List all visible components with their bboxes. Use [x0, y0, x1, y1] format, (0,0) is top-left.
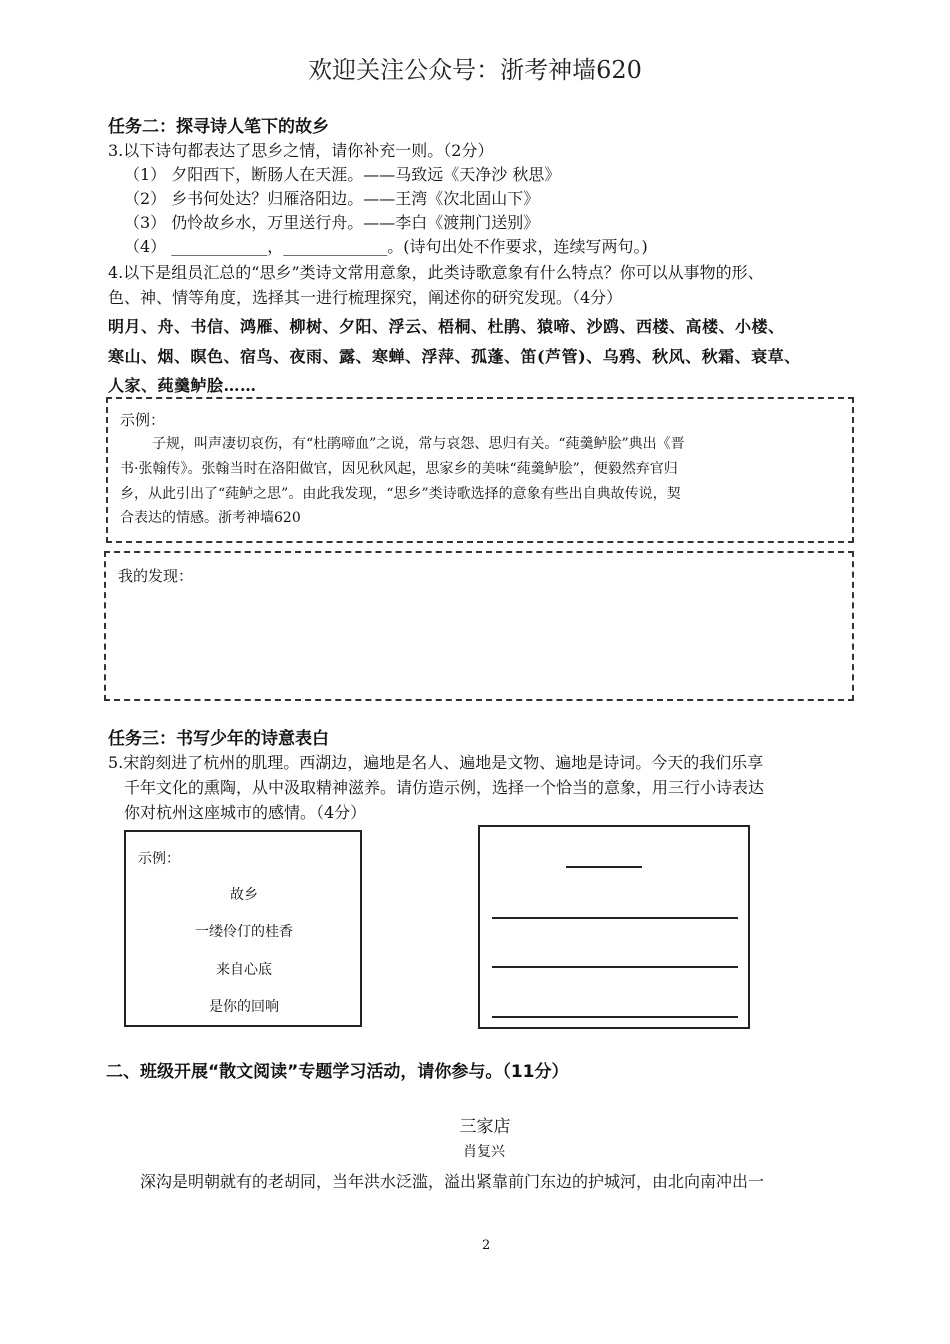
poem-example-label: 示例：: [138, 851, 180, 867]
q3-stem: 3.以下诗句都表达了思乡之情，请你补充一则。（2分）: [108, 141, 494, 160]
example-label: 示例：: [120, 411, 166, 429]
poem-line-3: 是你的回响: [209, 999, 279, 1015]
q4-stem-line2: 色、神、情等角度，选择其一进行梳理探究，阐述你的研究发现。（4分）: [108, 288, 623, 307]
poem-title: 故乡: [230, 887, 258, 903]
essay-first-line: 深沟是明朝就有的老胡同，当年洪水泛滥，溢出紧靠前门东边的护城河，由北向南冲出一: [140, 1172, 765, 1191]
task2-title: 任务二：探寻诗人笔下的故乡: [108, 117, 329, 137]
q3-item-3: （3） 仍怜故乡水，万里送行舟。——李白《渡荆门送别》: [124, 213, 540, 232]
example-line-1: 子规，叫声凄切哀伤，有“杜鹃啼血”之说，常与哀怨、思归有关。“莼羹鲈脍”典出《晋: [152, 436, 685, 452]
task3-title: 任务三：书写少年的诗意表白: [108, 729, 329, 749]
q3-item-4-blank: （4） ____________，_____________。(诗句出处不作要求，连续写两句。): [124, 237, 648, 256]
q4-stem-line1: 4.以下是组员汇总的“思乡”类诗文常用意象，此类诗歌意象有什么特点？你可以从事物的形、: [108, 263, 764, 282]
q5-line-1: 5.宋韵刻进了杭州的肌理。西湖边，遍地是名人、遍地是文物、遍地是诗词。今天的我们乐享: [108, 753, 764, 772]
example-line-3: 乡，从此引出了“莼鲈之思”。由此我发现，“思乡”类诗歌选择的意象有些出自典故传说，契: [120, 486, 681, 502]
poem-example-box: [124, 830, 362, 1027]
poem-answer-line-1[interactable]: [492, 917, 738, 919]
q5-line-3: 你对杭州这座城市的感情。（4分）: [124, 803, 367, 822]
poem-line-1: 一缕伶仃的桂香: [195, 924, 293, 940]
answer-box[interactable]: [104, 551, 854, 701]
answer-label: 我的发现：: [118, 567, 194, 585]
imagery-line-2: 寒山、烟、暝色、宿鸟、夜雨、露、寒蝉、浮萍、孤蓬、笛(芦管)、乌鸦、秋风、秋霜、衰草、: [108, 347, 801, 366]
essay-title: 三家店: [459, 1117, 511, 1137]
imagery-line-1: 明月、舟、书信、鸿雁、柳树、夕阳、浮云、梧桐、杜鹃、猿啼、沙鸥、西楼、高楼、小楼、: [108, 317, 785, 336]
poem-answer-box[interactable]: [478, 825, 750, 1029]
section2-title: 二、班级开展“散文阅读”专题学习活动，请你参与。（11分）: [106, 1062, 569, 1082]
essay-author: 肖复兴: [463, 1144, 505, 1160]
example-box: [106, 397, 854, 543]
q5-line-2: 千年文化的熏陶，从中汲取精神滋养。请仿造示例，选择一个恰当的意象，用三行小诗表达: [124, 778, 765, 797]
poem-line-2: 来自心底: [216, 962, 272, 978]
q3-item-2: （2） 乡书何处达？归雁洛阳边。——王湾《次北固山下》: [124, 189, 540, 208]
poem-title-answer-line[interactable]: [566, 866, 642, 868]
poem-answer-line-2[interactable]: [492, 966, 738, 968]
example-line-2: 书·张翰传》。张翰当时在洛阳做官，因见秋风起，思家乡的美味“莼羹鲈脍”，便毅然弃官归: [120, 461, 678, 477]
page-number: 2: [482, 1238, 491, 1253]
example-line-4: 合表达的情感。浙考神墙620: [120, 510, 301, 526]
q3-item-1: （1） 夕阳西下，断肠人在天涯。——马致远《天净沙 秋思》: [124, 165, 561, 184]
page-header-watermark: 欢迎关注公众号：浙考神墙620: [308, 56, 642, 84]
imagery-line-3: 人家、莼羹鲈脍……: [108, 376, 257, 395]
poem-answer-line-3[interactable]: [492, 1016, 738, 1018]
